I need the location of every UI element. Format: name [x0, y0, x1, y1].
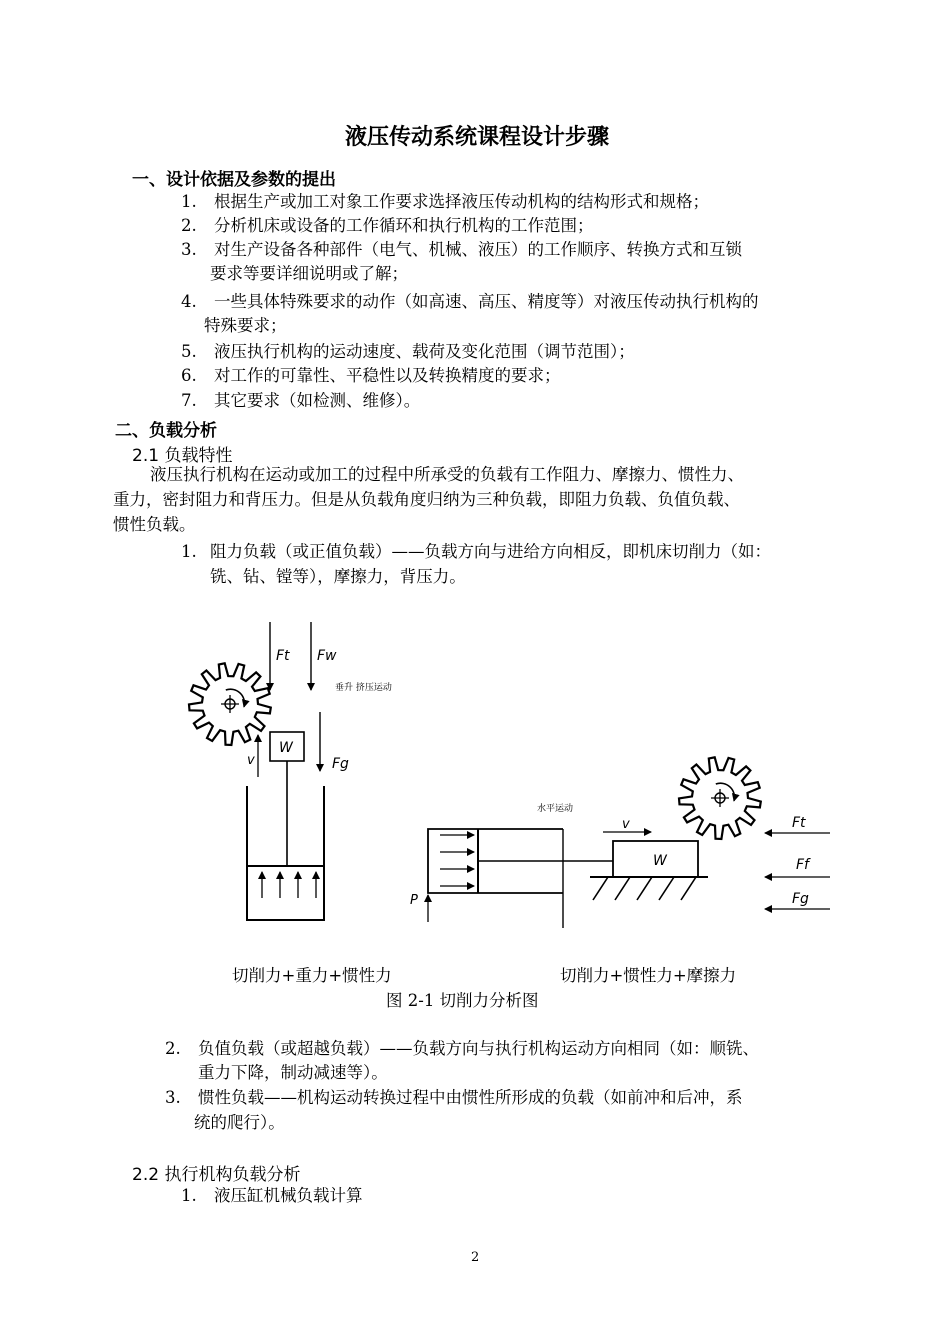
list-item-text: 惯性负载——机构运动转换过程中由惯性所形成的负载（如前冲和后冲，系: [198, 1088, 743, 1107]
list-item-text: 液压执行机构的运动速度、载荷及变化范围（调节范围）；: [214, 342, 635, 361]
list-item-text-cont: 铣、钻、镗等），摩擦力，背压力。: [210, 567, 466, 586]
list-item-text-cont: 统的爬行）。: [194, 1113, 285, 1132]
page-number: 2: [471, 1250, 480, 1265]
list-item-num: 2.: [165, 1039, 181, 1058]
list-item-text: 一些具体特殊要求的动作（如高速、高压、精度等）对液压传动执行机构的: [214, 292, 759, 311]
list-item-text: 负值负载（或超越负载）——负载方向与执行机构运动方向相同（如：顺铣、: [198, 1039, 759, 1058]
vertical-motion-label: 垂升 挤压运动: [335, 683, 392, 693]
paragraph-line: 液压执行机构在运动或加工的过程中所承受的负载有工作阻力、摩擦力、惯性力、: [150, 465, 744, 484]
ground-hatch: [593, 877, 696, 900]
list-item-text: 对工作的可靠性、平稳性以及转换精度的要求；: [214, 366, 561, 385]
section-2-heading: 二、负载分析: [115, 421, 217, 441]
list-item-text: 对生产设备各种部件（电气、机械、液压）的工作顺序、转换方式和互锁: [214, 240, 742, 259]
list-item-num: 4.: [181, 292, 197, 311]
right-diagram: [410, 757, 830, 928]
list-item-text: 阻力负载（或正值负载）——负载方向与进给方向相反，即机床切削力（如：: [210, 542, 771, 561]
list-item-text: 其它要求（如检测、维修）。: [214, 391, 421, 410]
fg-label-h: Fg: [792, 891, 809, 907]
v-label: v: [247, 753, 255, 768]
horizontal-motion-label: 水平运动: [537, 804, 574, 814]
ft-label-h: Ft: [792, 815, 806, 831]
subsection-2-1-heading: 2.1 负载特性: [132, 446, 233, 466]
list-item-num: 7.: [181, 391, 197, 410]
list-item-text-cont: 要求等要详细说明或了解；: [210, 264, 408, 283]
list-item-text-cont: 重力下降，制动减速等）。: [198, 1063, 388, 1082]
subsection-2-2-heading: 2.2 执行机构负载分析: [132, 1165, 301, 1185]
figure-caption: 图 2-1 切削力分析图: [386, 991, 539, 1010]
list-item-text: 液压缸机械负载计算: [214, 1186, 363, 1205]
w-label: W: [279, 740, 293, 756]
list-item-num: 3.: [165, 1088, 181, 1107]
fw-label: Fw: [317, 648, 337, 664]
list-item-text: 根据生产或加工对象工作要求选择液压传动机构的结构形式和规格；: [214, 192, 709, 211]
list-item-num: 1.: [181, 1186, 197, 1205]
list-item-text: 分析机床或设备的工作循环和执行机构的工作范围；: [214, 216, 594, 235]
list-item-num: 6.: [181, 366, 197, 385]
page-title: 液压传动系统课程设计步骤: [345, 125, 610, 150]
list-item-num: 1.: [181, 542, 197, 561]
list-item-num: 3.: [181, 240, 197, 259]
section-1-heading: 一、设计依据及参数的提出: [132, 170, 336, 190]
list-item-text-cont: 特殊要求；: [204, 316, 287, 335]
ff-label: Ff: [796, 857, 809, 873]
fg-label: Fg: [332, 756, 349, 772]
p-label: P: [410, 893, 418, 908]
cutter-gear-icon: [679, 757, 761, 839]
right-figure-caption: 切削力+惯性力+摩擦力: [560, 966, 737, 985]
paragraph-line: 惯性负载。: [113, 515, 196, 534]
ft-label: Ft: [276, 648, 290, 664]
left-diagram: [189, 622, 392, 920]
paragraph-line: 重力，密封阻力和背压力。但是从负载角度归纳为三种负载，即阻力负载、负值负载、: [113, 490, 740, 509]
list-item-num: 2.: [181, 216, 197, 235]
v-label-h: v: [622, 817, 630, 832]
list-item-num: 5.: [181, 342, 197, 361]
w-label-h: W: [653, 853, 667, 869]
left-figure-caption: 切削力+重力+惯性力: [232, 966, 392, 985]
cylinder-body: [247, 786, 324, 920]
list-item-num: 1.: [181, 192, 197, 211]
cutter-gear-icon: [189, 663, 271, 745]
